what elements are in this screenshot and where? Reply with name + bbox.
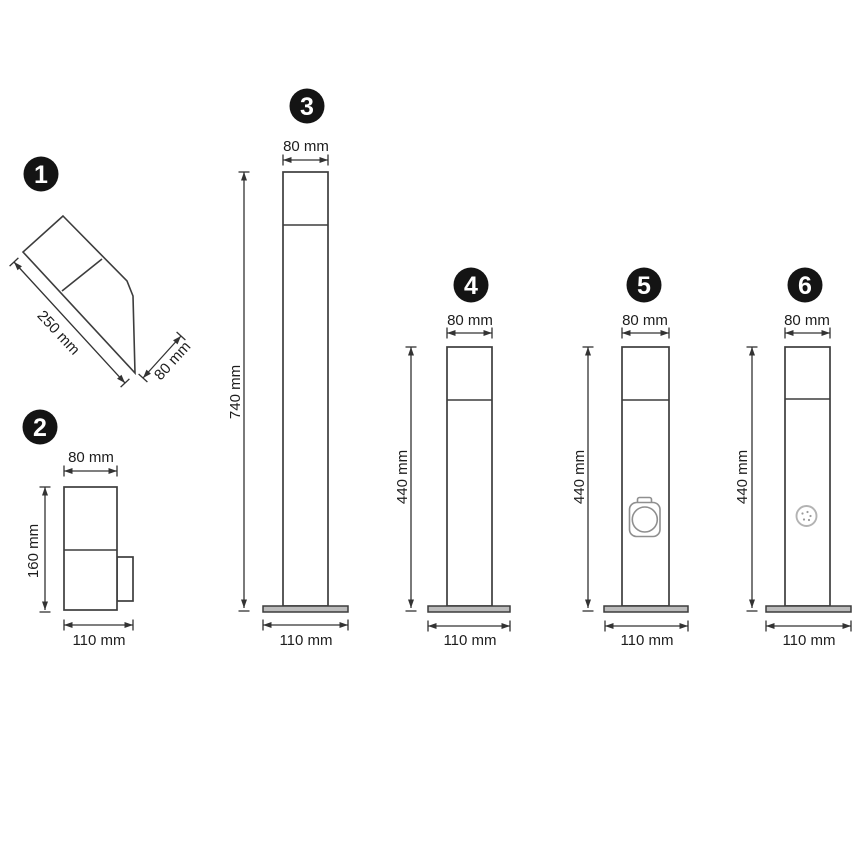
item-2-depth-label: 110 mm xyxy=(72,632,126,649)
base-plate xyxy=(766,606,851,612)
item-3-width-label: 80 mm xyxy=(283,138,329,155)
item-6-width-label: 80 mm xyxy=(784,312,830,329)
item-6-group xyxy=(734,268,851,650)
wall-light-body xyxy=(64,487,117,610)
item-2-number: 2 xyxy=(33,414,47,442)
item-5-height-label: 440 mm xyxy=(571,449,588,505)
item-6-base-label: 110 mm xyxy=(782,632,836,649)
bollard-post xyxy=(283,172,328,606)
item-1-number: 1 xyxy=(34,161,48,189)
item-3-base-label: 110 mm xyxy=(279,632,333,649)
item-4-group xyxy=(394,268,510,650)
item-1-length-label: 250 mm xyxy=(33,307,83,359)
item-5-number: 5 xyxy=(637,272,651,300)
item-6-height-label: 440 mm xyxy=(734,449,751,505)
base-plate xyxy=(428,606,510,612)
wall-mount-bracket xyxy=(117,557,133,601)
socket-opening xyxy=(632,507,657,532)
item-1-width-label: 80 mm xyxy=(151,338,195,384)
item-5-group xyxy=(571,268,688,650)
item-1-group xyxy=(10,157,195,388)
sensor-ring xyxy=(797,506,817,526)
item-2-height-label: 160 mm xyxy=(25,523,42,579)
item-4-height-label: 440 mm xyxy=(394,449,411,505)
base-plate xyxy=(263,606,348,612)
item-3-height-label: 740 mm xyxy=(227,364,244,420)
bollard-post xyxy=(447,347,492,606)
base-plate xyxy=(604,606,688,612)
power-socket-icon xyxy=(630,498,661,537)
item-6-number: 6 xyxy=(798,272,812,300)
item-3-group xyxy=(227,89,348,650)
bollard-post xyxy=(622,347,669,606)
lamp-head-divider xyxy=(62,259,102,291)
motion-sensor-icon xyxy=(797,506,817,526)
item-2-width-label: 80 mm xyxy=(68,449,114,466)
dim-line-length xyxy=(14,262,125,383)
bollard-post xyxy=(785,347,830,606)
item-5-base-label: 110 mm xyxy=(620,632,674,649)
item-4-base-label: 110 mm xyxy=(443,632,497,649)
item-3-number: 3 xyxy=(300,93,314,121)
item-4-width-label: 80 mm xyxy=(447,312,493,329)
item-5-width-label: 80 mm xyxy=(622,312,668,329)
item-4-number: 4 xyxy=(464,272,478,300)
item-2-group xyxy=(23,410,134,650)
